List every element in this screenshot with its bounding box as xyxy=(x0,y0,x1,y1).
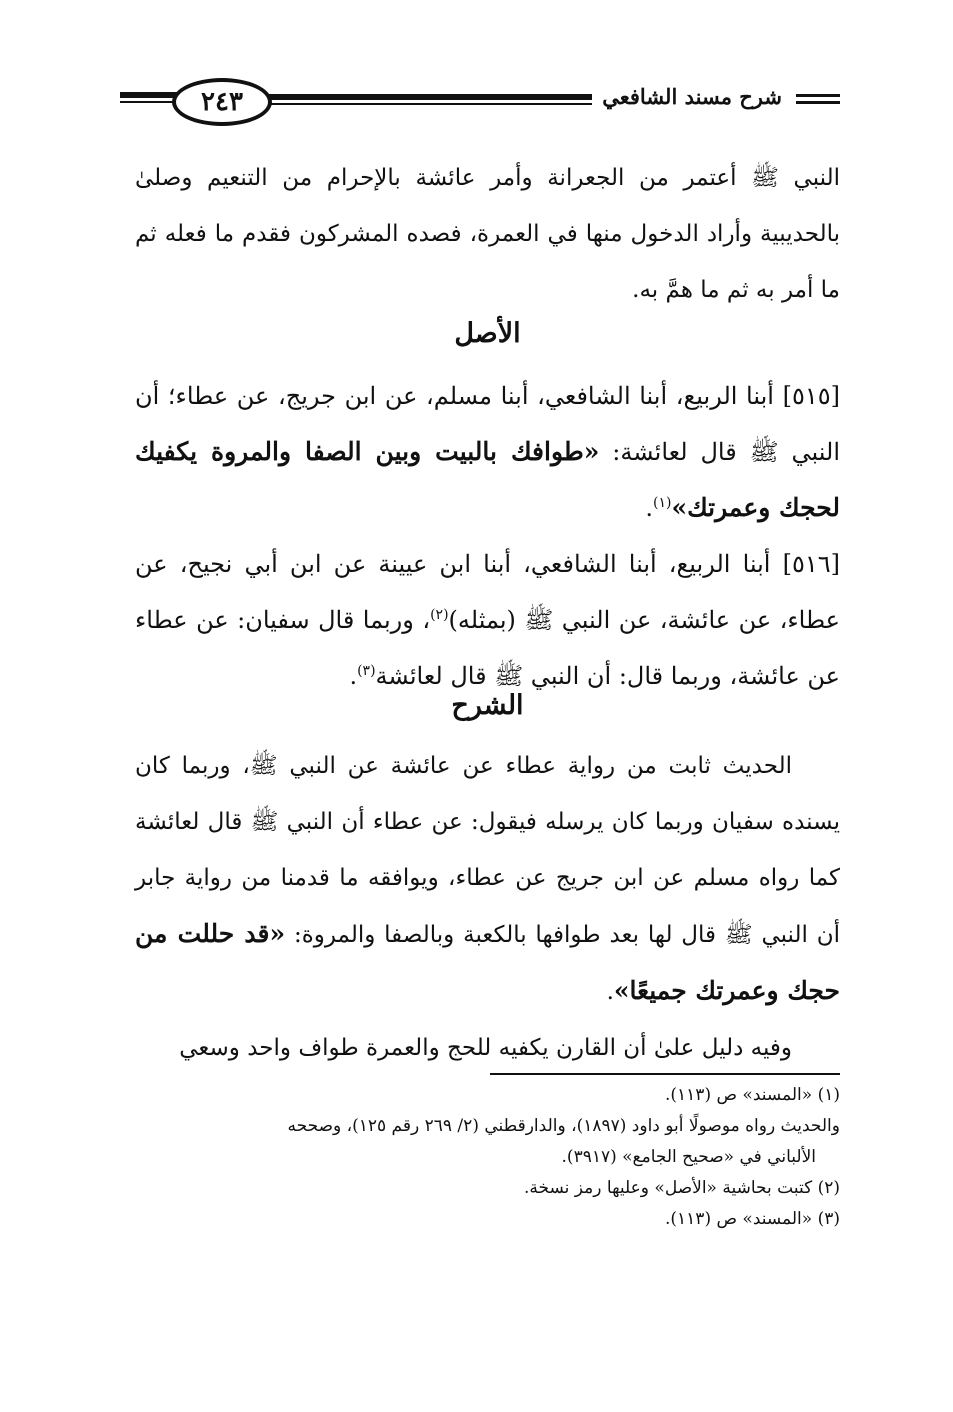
footnote-ref-2: (٢) xyxy=(430,607,449,623)
footnote-3: (٣) «المسند» ص (١١٣). xyxy=(664,1209,840,1229)
page-number: ٢٤٣ xyxy=(201,87,243,117)
header-rule-left xyxy=(120,92,180,103)
hadith-516-text-cont: ، وربما قال سفيان: عن عطاء عن عائشة، وربما قال: أن النبي ﷺ قال لعائشة xyxy=(135,606,840,690)
footnote-ref-1: (١) xyxy=(652,495,672,511)
hadith-515 xyxy=(135,368,840,536)
book-title: شرح مسند الشافعي xyxy=(602,84,782,109)
hadith-515-quote: «طوافك بالبيت وبين الصفا والمروة يكفيك لحجك وعمرتك» xyxy=(135,437,840,522)
footnote-ref-3: (٣) xyxy=(357,663,376,679)
hadith-515-end: . xyxy=(645,494,653,522)
asl-block xyxy=(135,368,840,704)
sharh-paragraph-2: وفيه دليل علىٰ أن القارن يكفيه للحج والعمرة طواف واحد وسعي xyxy=(179,1035,792,1061)
footnote-1-continued: والحديث رواه موصولًا أبو داود (١٨٩٧)، والدارقطني (٢/ ٢٦٩ رقم ١٢٥)، وصححه xyxy=(287,1116,840,1136)
sharh-heading: الشرح xyxy=(451,690,524,721)
page-number-badge xyxy=(172,78,272,126)
intro-block xyxy=(135,150,840,318)
header-dash-ornament xyxy=(796,94,840,108)
page-header xyxy=(120,78,840,128)
footnote-1: (١) «المسند» ص (١١٣). xyxy=(664,1085,840,1105)
sharh-paragraph-1-text: الحديث ثابت من رواية عطاء عن عائشة عن النبي ﷺ، وربما كان يسنده سفيان وربما كان يرسله فيقول: عن عطاء أن النبي ﷺ قال لعائشة كما رواه مسلم عن ابن جريج عن عطاء، ويوافقه ما قدمنا من رواية جابر أن النبي ﷺ قال لها بعد طوافها بالكعبة وبالصفا والمروة: xyxy=(135,753,840,948)
sharh-paragraph-1-quote: «قد حللت من حجك وعمرتك جميعًا» xyxy=(135,919,840,1005)
footnote-1-continued-2: الألباني في «صحيح الجامع» (٣٩١٧). xyxy=(561,1147,816,1167)
sharh-paragraph-1 xyxy=(135,738,840,1020)
hadith-516 xyxy=(135,536,840,704)
footnote-2: (٢) كتبت بحاشية «الأصل» وعليها رمز نسخة. xyxy=(524,1178,840,1198)
header-rule xyxy=(250,94,592,105)
sharh-paragraph-1-end: . xyxy=(606,979,614,1005)
asl-heading: الأصل xyxy=(454,318,521,349)
footnotes xyxy=(135,1080,840,1235)
hadith-516-text: [٥١٦] أبنا الربيع، أبنا الشافعي، أبنا ابن عيينة عن ابن أبي نجيح، عن عطاء، عن عائشة، عن النبي ﷺ (بمثله) xyxy=(135,550,840,634)
sharh-block xyxy=(135,738,840,1076)
hadith-516-end: . xyxy=(349,662,358,690)
intro-paragraph: النبي ﷺ أعتمر من الجعرانة وأمر عائشة بالإحرام من التنعيم وصلىٰ بالحديبية وأراد الدخول منها في العمرة، فصده المشركون فقدم ما فعله ثم ما أمر به ثم ما همَّ به. xyxy=(135,165,840,303)
hadith-515-text: [٥١٥] أبنا الربيع، أبنا الشافعي، أبنا مسلم، عن ابن جريج، عن عطاء؛ أن النبي ﷺ قال لعائشة: xyxy=(135,382,840,466)
footnote-separator xyxy=(490,1073,840,1075)
